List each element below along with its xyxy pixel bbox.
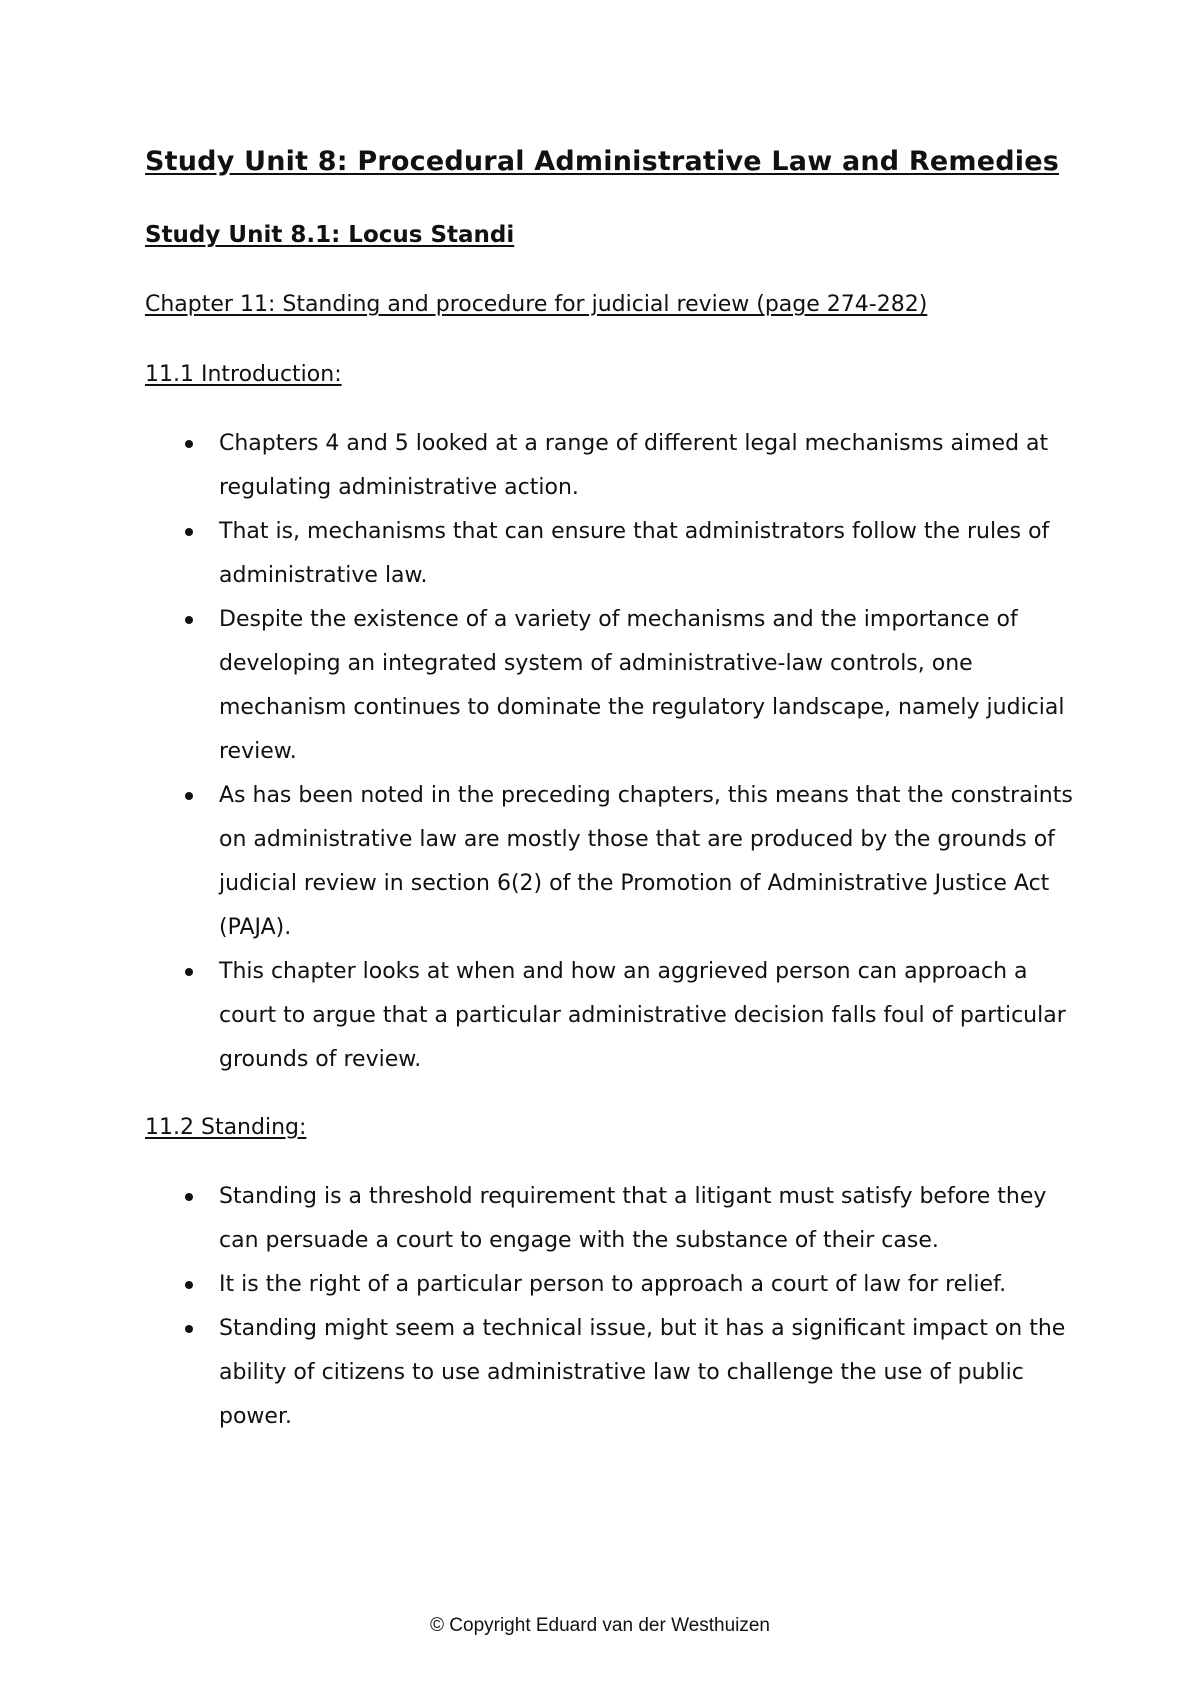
bullet-icon	[185, 1193, 193, 1201]
section-heading-standing: 11.2 Standing:	[145, 1115, 307, 1140]
list-item	[185, 1175, 1085, 1263]
list-item	[185, 598, 1085, 774]
list-item-text: Chapters 4 and 5 looked at a range of different legal mechanisms aimed at regulating administrative action.	[219, 431, 1049, 500]
list-item	[185, 1263, 1085, 1307]
list-item-text: It is the right of a particular person to approach a court of law for relief.	[219, 1272, 1007, 1297]
bullet-icon	[185, 440, 193, 448]
list-item-text: As has been noted in the preceding chapters, this means that the constraints on administrative law are mostly those that are produced by the grounds of judicial review in section 6(2) of the Promotion of Administrative Justice Act (PAJA).	[219, 783, 1073, 940]
bullet-icon	[185, 616, 193, 624]
introduction-bullet-list	[185, 422, 1085, 1082]
list-item-text: That is, mechanisms that can ensure that administrators follow the rules of administrative law.	[219, 519, 1050, 588]
list-item	[185, 1307, 1085, 1439]
list-item	[185, 510, 1085, 598]
study-unit-subtitle: Study Unit 8.1: Locus Standi	[145, 222, 515, 248]
list-item-text: Standing might seem a technical issue, but it has a significant impact on the ability of citizens to use administrative law to challenge the use of public power.	[219, 1316, 1066, 1429]
list-item	[185, 774, 1085, 950]
list-item-text: Despite the existence of a variety of mechanisms and the importance of developing an integrated system of administrative-law controls, one mechanism continues to dominate the regulatory landscape, namely judicial review.	[219, 607, 1065, 764]
list-item-text: Standing is a threshold requirement that a litigant must satisfy before they can persuade a court to engage with the substance of their case.	[219, 1184, 1047, 1253]
section-heading-introduction: 11.1 Introduction:	[145, 362, 342, 387]
chapter-heading: Chapter 11: Standing and procedure for judicial review (page 274-282)	[145, 292, 928, 317]
copyright-footer: © Copyright Eduard van der Westhuizen	[430, 1615, 770, 1636]
bullet-icon	[185, 1325, 193, 1333]
document-title: Study Unit 8: Procedural Administrative Law and Remedies	[145, 146, 1060, 177]
list-item	[185, 950, 1085, 1082]
bullet-icon	[185, 1281, 193, 1289]
standing-bullet-list	[185, 1175, 1085, 1439]
bullet-icon	[185, 792, 193, 800]
list-item	[185, 422, 1085, 510]
bullet-icon	[185, 968, 193, 976]
list-item-text: This chapter looks at when and how an aggrieved person can approach a court to argue that a particular administrative decision falls foul of particular grounds of review.	[219, 959, 1066, 1072]
bullet-icon	[185, 528, 193, 536]
